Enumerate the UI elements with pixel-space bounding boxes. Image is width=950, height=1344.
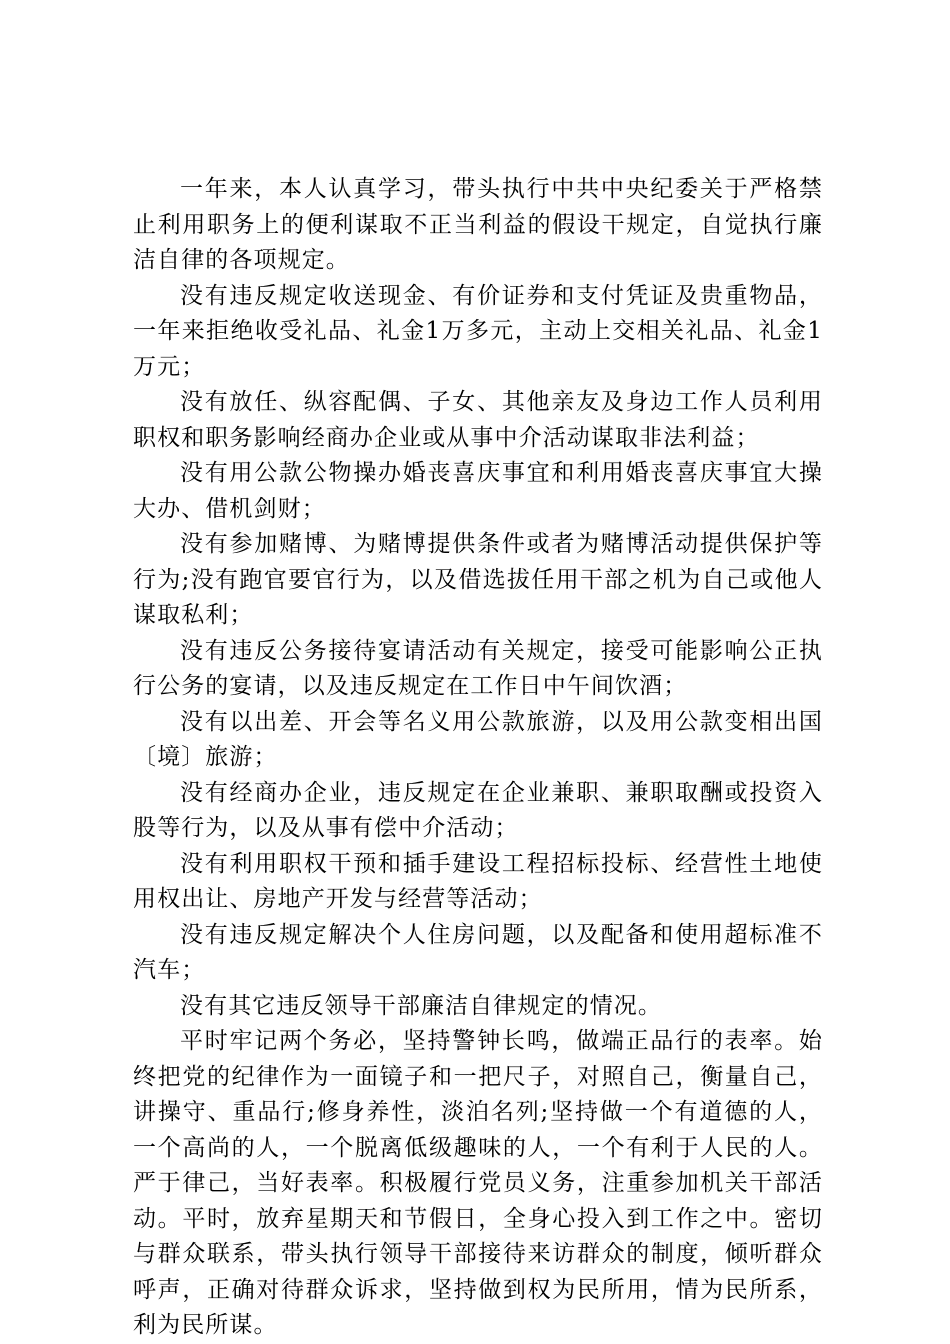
paragraph-no-lavish-ceremonies: 没有用公款公物操办婚丧喜庆事宜和利用婚丧喜庆事宜大操大办、借机剑财；: [133, 460, 823, 522]
paragraph-no-housing-violation: 没有违反规定解决个人住房问题，以及配备和使用超标准不汽车；: [133, 921, 823, 983]
paragraph-no-banquets: 没有违反公务接待宴请活动有关规定，接受可能影响公正执行公务的宴请，以及违反规定在工作日中午间饮酒；: [133, 637, 823, 699]
paragraph-daily-conduct: 平时牢记两个务必，坚持警钟长鸣，做端正品行的表率。始终把党的纪律作为一面镜子和一把尺子，对照自己，衡量自己，讲操守、重品行;修身养性，淡泊名列;坚持做一个有道德的人，一个高尚的人，一个脱离低级趣味的人，一个有利于人民的人。严于律己，当好表率。积极履行党员义务，注重参加机关干部活动。平时，放弃星期天和节假日，全身心投入到工作之中。密切与群众联系，带头执行领导干部接待来访群众的制度，倾听群众呼声，正确对待群众诉求，坚持做到权为民所用，情为民所系，利为民所谋。: [133, 1028, 823, 1338]
paragraph-no-public-travel: 没有以出差、开会等名义用公款旅游，以及用公款变相出国〔境〕旅游；: [133, 708, 823, 770]
paragraph-no-family-business: 没有放任、纵容配偶、子女、其他亲友及身边工作人员利用职权和职务影响经商办企业或从事中介活动谋取非法利益；: [133, 389, 823, 451]
paragraph-no-gambling: 没有参加赌博、为赌博提供条件或者为赌博活动提供保护等行为;没有跑官要官行为，以及借选拔任用干部之机为自己或他人谋取私利；: [133, 531, 823, 628]
paragraph-no-gifts: 没有违反规定收送现金、有价证券和支付凭证及贵重物品，一年来拒绝收受礼品、礼金1万多元，主动上交相关礼品、礼金1万元；: [133, 282, 823, 380]
paragraph-no-interference: 没有利用职权干预和插手建设工程招标投标、经营性土地使用权出让、房地产开发与经营等活动；: [133, 850, 823, 912]
paragraph-no-other-violations: 没有其它违反领导干部廉洁自律规定的情况。: [180, 992, 662, 1019]
paragraph-no-business: 没有经商办企业，违反规定在企业兼职、兼职取酬或投资入股等行为，以及从事有偿中介活动；: [133, 779, 823, 841]
paragraph-self-discipline-intro: 一年来，本人认真学习，带头执行中共中央纪委关于严格禁止利用职务上的便利谋取不正当利益的假设干规定，自觉执行廉洁自律的各项规定。: [133, 176, 823, 273]
document-body: [133, 172, 823, 1344]
